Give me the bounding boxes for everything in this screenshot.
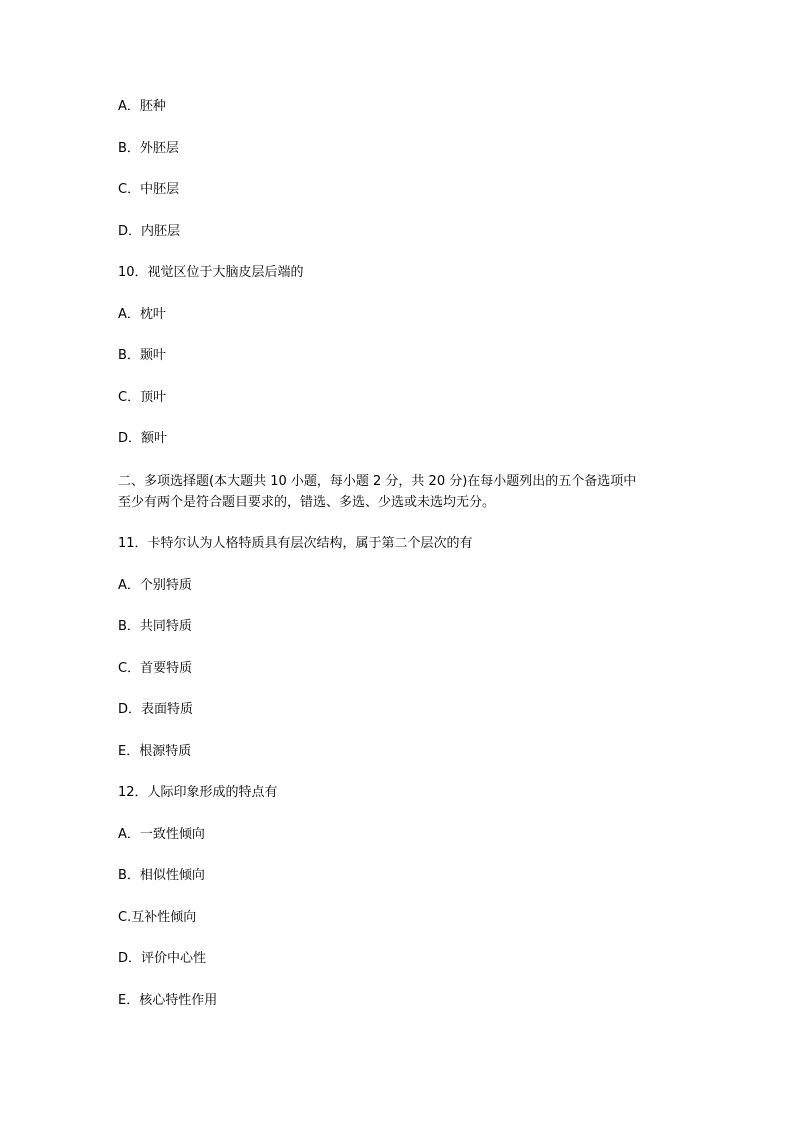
q11-option-c: C．首要特质 <box>118 661 193 676</box>
section2-line1: 二、多项选择题(本大题共 10 小题，每小题 2 分，共 20 分)在每小题列出的五个备选项中 <box>118 474 637 489</box>
q12-stem: 12．人际印象形成的特点有 <box>118 785 278 800</box>
q12-option-d: D．评价中心性 <box>118 951 207 966</box>
q11-option-e: E．根源特质 <box>118 744 192 759</box>
q9-option-b: B．外胚层 <box>118 141 179 156</box>
q10-option-c: C．顶叶 <box>118 390 167 405</box>
q10-option-b: B．颞叶 <box>118 348 166 363</box>
section2-instructions <box>118 471 678 513</box>
q11-option-d: D．表面特质 <box>118 702 194 717</box>
q12-option-e: E．核心特性作用 <box>118 993 218 1008</box>
q9-option-c: C．中胚层 <box>118 182 180 197</box>
q11-option-a: A．个别特质 <box>118 578 192 593</box>
q12-option-b: B．相似性倾向 <box>118 868 205 883</box>
q11-stem: 11．卡特尔认为人格特质具有层次结构，属于第二个层次的有 <box>118 536 473 551</box>
q9-option-d: D．内胚层 <box>118 224 181 239</box>
q12-option-a: A．一致性倾向 <box>118 827 205 842</box>
q11-option-b: B．共同特质 <box>118 619 192 634</box>
q10-option-a: A．枕叶 <box>118 307 166 322</box>
q10-stem: 10．视觉区位于大脑皮层后端的 <box>118 265 304 280</box>
q10-option-d: D．额叶 <box>118 431 168 446</box>
q9-option-a: A．胚种 <box>118 99 166 114</box>
section2-line2: 至少有两个是符合题目要求的，错选、多选、少选或未选均无分。 <box>118 495 496 510</box>
q12-option-c: C.互补性倾向 <box>118 910 197 925</box>
